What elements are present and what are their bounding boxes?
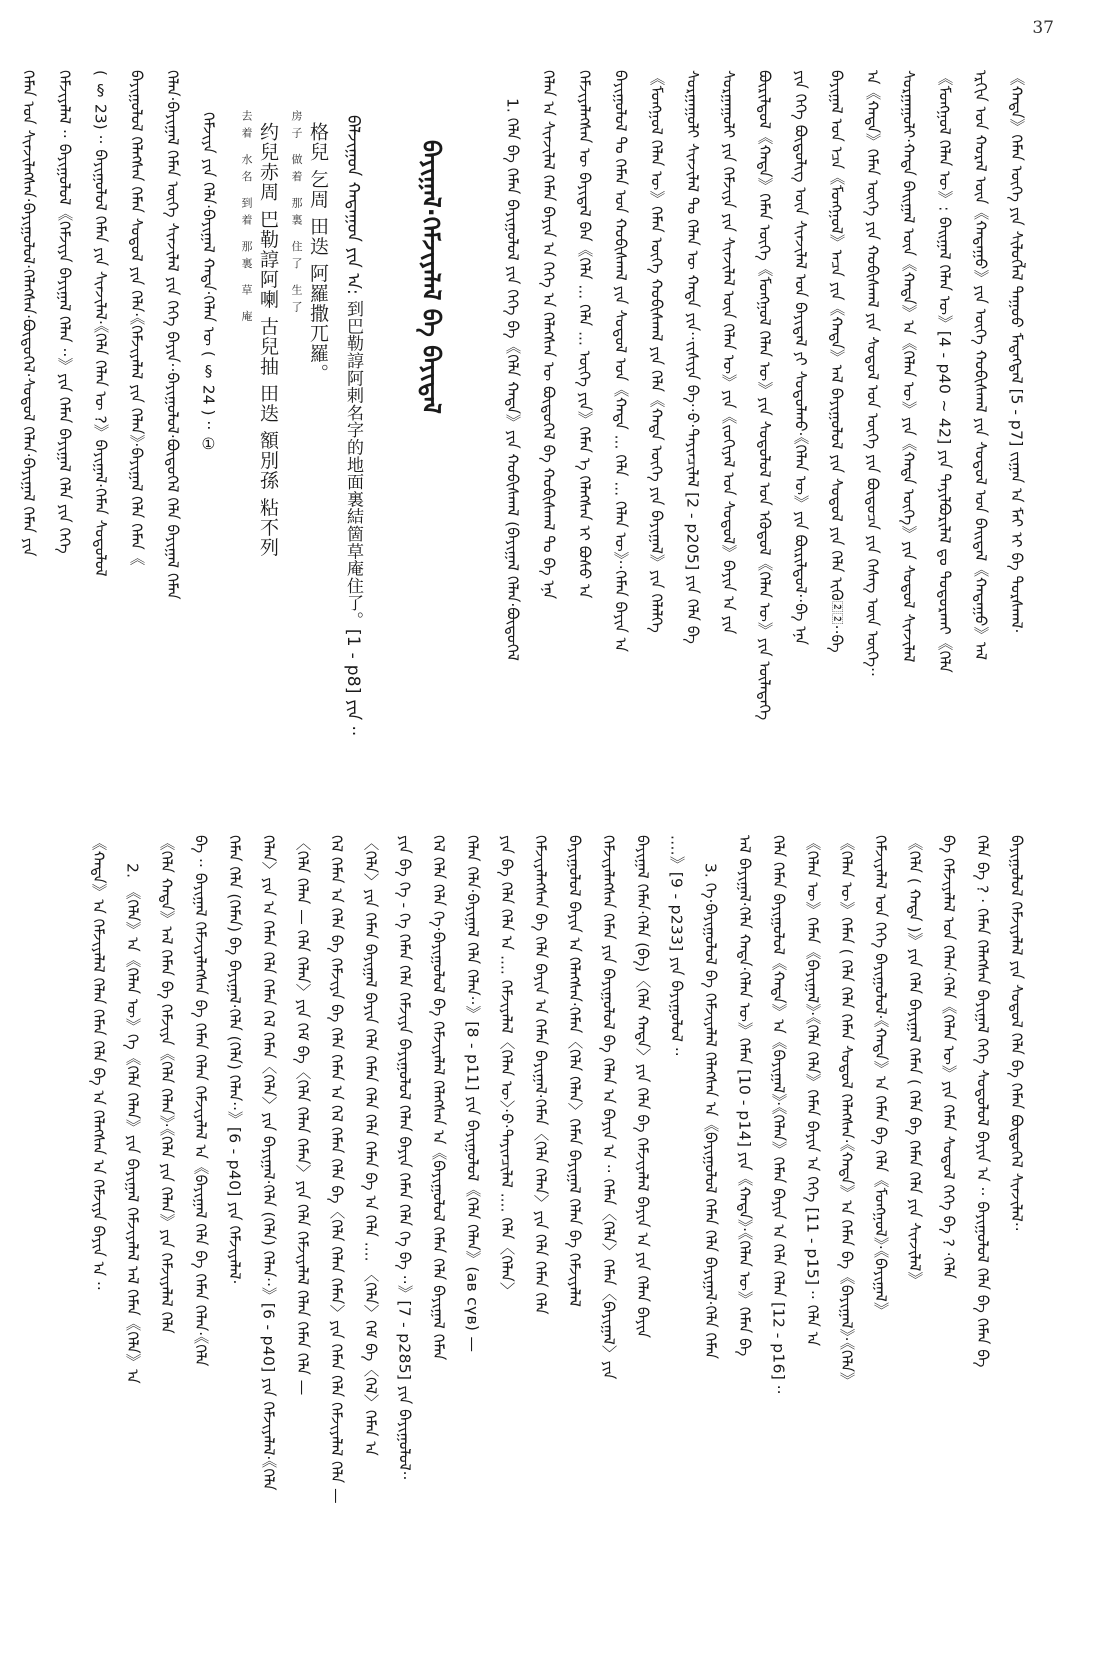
page-number: 37 (1032, 18, 1054, 38)
text-column: ᠬᠡᠯᠡ ᠪᠠ ? · ᠬᠡᠮᠡᠨ ᠬᠡᠯᠡᠭᠰᠡᠨ ᠪᠠᠶᠢᠭᠠᠯ ᠬᠡᠭᠡ ᠰᠤᠳᠤᠯᠤᠯ ᠪᠠᠶᠢᠨ ᠠ ·· ᠪᠠᠶᠢᠭᠤᠯᠤᠯ ᠬᠡᠯᠡ ᠪᠠ ᠬᠡᠮᠡᠨ ᠪᠠ (973, 835, 992, 1368)
section-title: ᠪᠠᠶᠢᠭᠠᠯ·ᠬᠡᠮᠵᠢᠶᠡᠯᠡᠯ ᠪᠠ ᠪᠠᠶᠢᠳᠠᠯ (417, 140, 445, 414)
text-column: ᠠᠯ ᠪᠠᠶᠢᠭᠠᠯ·ᠬᠡᠯᠡ ᠬᠠᠳᠠ·ᠬᠡᠯᠡᠨ ᠦ》ᠬᠡᠮᠡᠨ [10 - p14] ᠶᠢᠨ《ᠬᠠᠳᠠ》·《ᠬᠡᠯᠡᠨ ᠦ》ᠬᠡᠮᠡᠨ ᠪᠠ (735, 835, 754, 1357)
text-column: 《ᠬᠠᠳᠠ》ᠬᠡᠮᠡᠨ ᠦᠭᠡ ᠶᠢᠨ ᠰᠢᠯᠦᠭᠯᠡᠯ ᠳᠠᠭᠤᠤ ᠮᠡᠳᠡᠭᠳᠡᠯ [5 - p7] ᠵᠢᠭᠠᠨ ᠠ ᠮᠡᠶ ᠢ ᠪᠠ ᠳᠤᠷᠰᠬᠠᠯ· (1007, 70, 1026, 634)
text-column: ᠪᠠᠶᠢᠭᠤᠯᠤᠯ ᠪᠠᠶᠢᠨ ᠠ ᠬᠡᠯᠡᠭᠰᠡᠨ·ᠬᠡᠮᠡᠨ〈ᠬᠡᠯᠡ ᠬᠡᠯᠡᠨ〉ᠬᠡᠮᠡᠨ ᠪᠠᠶᠢᠭᠠᠯ ᠬᠡᠯᠡᠨ ᠪᠠ ᠬᠡᠮᠵᠢᠶᠡᠯᠡᠯ (565, 835, 584, 1307)
text-column: ᠬᠡᠯ ᠬᠡᠯᠡ ᠬᠡᠯᠡ ᠬᠡ·ᠪᠠᠶᠢᠭᠤᠯᠤᠯ ᠪᠠ ᠬᠡᠮᠵᠢᠶᠡᠯᠡᠯ ᠬᠡᠯᠡᠭᠰᠡᠨ ᠠ《ᠪᠠᠶᠢᠭᠤᠯᠤᠯ ᠬᠡᠮᠡᠨ ᠬᠡᠯᠡ ᠪᠠᠶᠢᠭᠠᠯ ᠬᠡᠮᠡᠨ (429, 835, 448, 1361)
text-column: ᠪᠦᠷᠢᠯᠳᠦᠯ《ᠬᠠᠳᠠ》ᠬᠡᠮᠡᠨ ᠦᠭᠡ《ᠮᠣᠩᠭᠣᠯ ᠬᠡᠯᠡᠨ ᠦ》ᠶᠢᠨ ᠰᠤᠳᠤᠯᠤᠯ ᠤᠨ ᠡᠭᠦᠳᠦᠯ《ᠬᠡᠯᠡᠨ ᠦ》ᠶᠢᠨ ᠦᠯᠡᠳᠡᠭᠡ (755, 70, 774, 721)
text-column: ᠠ《ᠬᠠᠳᠠ》ᠬᠡᠮᠡᠨ ᠦᠭᠡ ᠶᠢᠨ ᠬᠤᠪᠢᠰᠬᠠᠯ ᠶᠢᠨ ᠰᠤᠳᠤᠯ ᠤᠨ ᠦᠭᠡ ᠶᠢᠨ ᠪᠦᠲᠦᠴᠡ ᠶᠢᠨ ᠬᠡᠰᠡᠭ ᠦᠨ ᠦᠭᠡ·· (863, 70, 882, 677)
text-column: ᠬᠡᠮᠡᠨ ᠬᠡᠯᠡ (ᠬᠡᠮᠡᠨ) ᠪᠠ ᠪᠠᠶᠢᠭᠠᠯ·ᠬᠡᠯᠡ (ᠬᠡᠯᠡ) ᠬᠡᠯᠡᠨ··》[6 - p40] ᠶᠢᠨ ᠬᠡᠮᠵᠢᠶᠡᠯᠡᠯ· (225, 835, 244, 1285)
gloss-main: 格兒 乞周 田迭 阿羅撒兀羅。 (307, 122, 329, 384)
gloss-line-1 (282, 110, 332, 460)
text-column: ᠬᠡᠮᠵᠢᠶᠡᠯᠡᠭᠰᠡᠨ ᠬᠡᠮᠡᠨ ᠶᠢᠨ ᠪᠠᠶᠢᠭᠤᠯᠤᠯ ᠪᠠ ᠬᠡᠯᠡᠨ ᠠ ᠪᠠᠶᠢᠨ ᠠ ·· ᠬᠡᠮᠡᠨ〈ᠬᠡᠯᠡ〉ᠬᠡᠮᠡᠨ〈ᠪᠠᠶᠢᠭᠠᠯ〉ᠶᠢᠨ (599, 835, 618, 1380)
text-column: ᠶᠢᠨ ᠬᠡᠭᠡ ᠪᠦᠳᠦᠯᠢᠭ ᠦᠨ ᠰᠢᠨᠵᠢᠯᠡᠯ ᠤᠨ ᠪᠠᠶᠢᠳᠠᠯ ᠶᠢ ᠰᠤᠳᠤᠯᠬᠤ·《ᠬᠡᠯᠡᠨ ᠦ》ᠶᠢᠨ ᠪᠦᠷᠢᠯᠳᠦᠯ··ᠪᠠ ᠡᠨᠡ (791, 70, 810, 645)
text-column: 1. ᠬᠡᠯᠡ ᠪᠠ ᠬᠡᠮᠡᠨ ᠪᠠᠶᠢᠭᠤᠯᠤᠯ ᠶᠢᠨ ᠬᠡᠭᠡ ᠪᠠ《ᠬᠡᠯᠡ ᠬᠠᠳᠠ》ᠶᠢᠨ ᠬᠤᠪᠢᠰᠬᠠᠯ (ᠪᠠᠶᠢᠭᠠᠯ ᠬᠡᠯᠡᠨ·ᠪᠦᠲᠦᠭᠡᠯ (503, 98, 522, 661)
gloss-main: 约兒赤周 巴勒諄阿喇 古兒抽 田迭 額別孫 粘不列 (257, 122, 279, 558)
text-column: ᠬᠡᠮᠵᠢᠶᠡᠯᠡᠭᠰᠡᠨ ᠪᠠ ᠬᠡᠯᠡ ᠪᠠᠶᠢᠨ ᠠ ᠬᠡᠮᠡᠨ ᠪᠠᠶᠢᠭᠠᠯ·ᠬᠡᠮᠡᠨ〈ᠬᠡᠯᠡ ᠬᠡᠯᠡᠨ〉ᠶᠢᠨ ᠬᠡᠯᠡ ᠬᠡᠮᠡᠨ ᠬᠡᠯᠡ (531, 835, 550, 1315)
text-column: ᠬᠡᠮᠵᠢᠶᠡᠯᠡᠭᠰᠡᠨ ᠦ ᠪᠠᠶᠢᠳᠠᠯ ᠪᠠᠨ《ᠬᠡᠯᠡ ... ᠬᠡᠯᠡ ... ᠦᠭᠡ ᠶᠢᠨ》ᠬᠡᠮᠡᠨ ᠡ ᠬᠡᠯᠡᠭᠰᠡᠨ ᠢ ᠪᠤᠰᠤ ᠠ (575, 70, 594, 599)
text-column: ᠪᠠᠶᠢᠭᠠᠯ ᠬᠡᠮᠡᠨ·ᠬᠡᠯᠡ (ᠪᠠ)〈ᠬᠡᠯᠡ ᠬᠠᠳᠠ〉ᠶᠢᠨ ᠬᠡᠯᠡ ᠪᠠ ᠬᠡᠮᠵᠢᠶᠡᠯᠡᠯ ᠪᠠᠶᠢᠨ ᠠ ᠶᠢᠨ ᠬᠡᠯᠡᠨ ᠪᠠᠶᠢᠨ (633, 835, 652, 1339)
text-column: ᠬᠡᠯᠡᠨ ᠠ ᠰᠢᠨᠵᠢᠯᠡᠯ ᠬᠡᠮᠡᠨ ᠪᠠᠶᠢᠨ ᠠ ᠬᠡᠭᠡ ᠠ ᠬᠡᠯᠡᠭᠰᠡᠨ ᠦ ᠪᠦᠲᠦᠭᠡᠯ ᠪᠠ ᠬᠤᠪᠢᠰᠬᠠᠯ ᠲᠤ ᠪᠠ ᠡᠨᠡ (539, 70, 558, 600)
text-column: ᠪᠠᠶᠢᠭᠠᠯ ᠤᠨ ᠡᠴᠡ《ᠮᠣᠩᠭᠣᠯ》ᠠᠴᠠ ᠶᠢᠨ《ᠬᠠᠳᠠ》ᠠᠯ ᠪᠠᠶᠢᠭᠤᠯᠤᠯ ᠶᠢᠨ ᠰᠤᠳᠤᠯ ᠶᠢᠨ ᠬᠡᠯᠡ ᠢᠭᠦ᠌᠌᠌··ᠪᠠ (827, 70, 846, 653)
text-column: ᠪᠠᠶᠢᠭᠤᠯᠤᠯ ᠲᠤ ᠬᠡᠮᠡᠨ ᠤᠨ ᠬᠤᠪᠢᠰᠬᠠᠯ ᠶᠢᠨ ᠰᠤᠳᠤᠯ ᠤᠨ《ᠬᠠᠳᠠ ... ᠬᠡᠯᠡ ... ᠬᠡᠯᠡᠨ ᠦ》··ᠬᠡᠮᠡᠨ ᠪᠠᠶᠢᠨ ᠠ (611, 70, 630, 653)
text-column: ....》[9 - p233] ᠶᠢᠨ ᠪᠠᠶᠢᠭᠤᠯᠤᠯ ·· (667, 835, 686, 1057)
text-column: 〈ᠬᠡᠯᠡ〉ᠶᠢᠨ ᠬᠡᠮᠡᠨ ᠪᠠᠶᠢᠭᠠᠯ ᠪᠠᠶᠢᠨ ᠬᠡᠯᠡ ᠬᠡᠮᠡᠨ ᠬᠡᠯᠡ ᠬᠡᠯᠡ ᠬᠡᠮᠡᠨ ᠪᠠ ᠠ ᠬᠡᠯᠡ .... 〈ᠬᠡᠯᠡ〉ᠬᠡᠮ ᠪᠠ〈ᠬᠡᠯ〉ᠬᠡᠮᠡᠨ ᠠ (361, 835, 380, 1456)
text-column: ᠬᠡᠯᠡᠨ〉ᠶᠢᠨ ᠠ ᠬᠡᠮᠡᠨ ᠬᠡᠯᠡ ᠬᠡᠮᠡᠨ ᠬᠡᠯ ᠬᠡᠮᠡᠨ〈ᠬᠡᠯᠡ〉ᠶᠢᠨ ᠪᠠᠶᠢᠭᠠᠯ·ᠬᠡᠯᠡ (ᠬᠡᠯᠡ) ᠬᠡᠯᠡᠨ··》[6 - p40] ᠶᠢᠨ ᠬᠡᠮᠵᠢᠶᠡᠯᠡᠯ·《ᠬᠡᠯᠡ (259, 835, 278, 1491)
text-column: ᠬᠡᠮᠵᠢᠶᠡ ᠶᠢᠨ ᠬᠡᠯᠡ·ᠪᠠᠶᠢᠭᠠᠯ ᠬᠠᠳᠠ·ᠬᠡᠯᠡᠨ ᠦ ( § 24 ) ·· ① (199, 112, 218, 454)
gloss-small: 去着 水名 到着 那裏 草 庵 (240, 110, 253, 328)
text-column: 《ᠬᠡᠯᠡ ᠬᠠᠳᠠ》ᠠᠯ ᠬᠡᠮᠡᠨ ᠪᠠ ᠬᠡᠮᠵᠢᠶᠡ《ᠬᠡᠯᠡ ᠬᠡᠯᠡᠨ》·《ᠬᠡᠯᠡ ᠶᠢᠨ ᠬᠡᠯᠡᠨ》ᠶᠢᠨ ᠬᠡᠮᠵᠢᠶᠡᠯᠡᠯ ᠬᠡᠯᠡ (157, 835, 176, 1334)
text-column: ᠶᠢᠨ ᠪᠠ ᠬᠡ - ᠬᠡ ᠬᠡᠮᠡᠨ ᠬᠡᠯᠡ ᠬᠡᠮᠵᠢᠶᠡ ᠪᠠᠶᠢᠭᠤᠯᠤᠯ ᠬᠡᠯᠡᠨ ᠪᠠᠶᠢᠨ ᠬᠡᠮᠡᠨ ᠬᠡᠯᠡ ᠬᠡ ᠪᠠ ··》[7 - p285] ᠶᠢᠨ ᠪᠠᠶᠢᠭᠤᠯᠤᠯ·· (395, 835, 414, 1481)
text-column: 《ᠮᠣᠩᠭᠣᠯ ᠬᠡᠯᠡᠨ ᠦ》ᠬᠡᠮᠡᠨ ᠦᠭᠡ ᠬᠤᠪᠢᠰᠬᠠᠯ ᠶᠢᠨ ᠬᠡᠯᠡ《ᠬᠠᠳᠠ ᠦᠭᠡ ᠶᠢᠨ ᠪᠠᠶᠢᠭᠠᠯ》ᠶᠢᠨ ᠬᠡᠯᠡᠯᠭᠡ (647, 70, 666, 633)
text-column: ᠪᠠᠶᠢᠭᠤᠯᠤᠯ ᠬᠡᠮᠵᠢᠶᠡᠯᠡᠯ ᠶᠢᠨ ᠰᠤᠳᠤᠯ ᠬᠡᠯᠡ ᠪᠠ ᠬᠡᠮᠡᠨ ᠪᠦᠲᠦᠭᠡᠯ ᠰᠢᠨᠵᠢᠯᠡᠯ·· (1007, 835, 1026, 1232)
text-column: ᠬᠡᠮᠵᠢᠶᠡᠯᠡᠯ ᠤᠨ ᠬᠡᠭᠡ ᠪᠠᠶᠢᠭᠤᠯᠤᠯ·《ᠬᠠᠳᠠ》ᠠ ᠬᠡᠮᠡᠨ ᠪᠠ ᠬᠡᠯᠡ《ᠮᠣᠩᠭᠣᠯ》·《ᠪᠠᠶᠢᠭᠠᠯ》 (871, 835, 890, 1318)
text-column: ᠪᠠ ᠬᠡᠮᠵᠢᠶᠡᠯᠡᠯ ᠤᠨ ᠬᠡᠯᠡᠨ·ᠬᠡᠯᠡ《ᠬᠡᠯᠡᠨ ᠦ》ᠶᠢᠨ ᠬᠡᠮᠡᠨ ᠰᠤᠳᠤᠯ ᠬᠡᠭᠡ ᠪᠠ ? ·ᠬᠡᠯᠡ (939, 835, 958, 1279)
text-column: ᠬᠡᠯᠡᠨ·ᠪᠠᠶᠢᠭᠠᠯ ᠬᠡᠮᠡᠨ ᠦᠭᠡ ᠰᠢᠨᠵᠢᠯᠡᠯ ᠶᠢᠨ ᠬᠡᠭᠡ ᠪᠠᠶᠢᠨ··ᠪᠠᠶᠢᠭᠤᠯᠤᠯ·ᠪᠦᠲᠦᠭᠡᠯ ᠬᠡᠯᠡ ᠪᠠᠶᠢᠭᠠᠯ ᠬᠡᠮᠡᠨ (163, 70, 182, 600)
text-column: ᠬᠡᠯᠡ ᠬᠡᠮᠡᠨ ᠪᠠᠶᠢᠭᠤᠯᠤᠯ《ᠬᠠᠳᠠ》ᠠ《ᠪᠠᠶᠢᠭᠠᠯ》·《ᠬᠡᠯᠡᠨ》ᠬᠡᠮᠡᠨ ᠪᠠᠶᠢᠨ ᠠ ᠬᠡᠯᠡ ᠬᠡᠯᠡᠨ [12 - p16] ·· (769, 835, 788, 1395)
text-column: 《ᠬᠡᠯᠡ ( ᠬᠠᠳᠠ )》ᠶᠢᠨ ᠬᠡᠯᠡ ᠪᠠᠶᠢᠭᠠᠯ ᠬᠡᠮᠡᠨ ( ᠬᠡᠯᠡ ᠪᠠ ᠬᠡᠮᠡᠨ ᠬᠡᠯᠡ ᠶᠢᠨ ᠰᠢᠨᠵᠢᠯᠡᠯ》 (905, 835, 924, 1288)
text-column: ᠪᠠᠶᠢᠭᠤᠯᠤᠯ ᠬᠡᠯᠡᠭᠰᠡᠨ ᠬᠡᠮᠡᠨ ᠰᠤᠳᠤᠯ ᠶᠢᠨ ᠬᠡᠯᠡ·《ᠬᠡᠮᠵᠢᠶᠡᠯᠡᠯ ᠶᠢᠨ ᠬᠡᠯᠡᠨ》·ᠪᠠᠶᠢᠭᠠᠯ ᠬᠡᠯᠡ ᠬᠡᠮᠡᠨ《 (127, 70, 146, 566)
text-column: 3. ᠬᠡ·ᠪᠠᠶᠢᠭᠤᠯᠤᠯ ᠪᠠ ᠬᠡᠮᠵᠢᠶᠡᠯᠡᠯ ᠬᠡᠯᠡᠭᠰᠡᠨ ᠠ《ᠪᠠᠶᠢᠭᠤᠯᠤᠯ ᠬᠡᠮᠡᠨ ᠬᠡᠯᠡ ᠪᠠᠶᠢᠭᠠᠯ·ᠬᠡᠯᠡ ᠬᠡᠮᠡᠨ (701, 863, 720, 1359)
text-column: ᠰᠤᠷᠭᠠᠭᠤᠯᠢ ᠰᠢᠨᠵᠢᠯᠡᠯ ᠲᠤ ᠬᠡᠯᠡᠨ ᠦ ᠬᠠᠳᠠ ᠶᠢᠨ··ᠵᠢᠱᠢᠶᠡ ᠪᠠ··ᠪ·ᠳᠠᠶᠢᠨᠴᠢᠯᠠᠯ [2 - p205] ᠶᠢᠨ ᠬᠡᠯᠡ ᠪᠠ (683, 70, 702, 644)
text-column: ( § 23) ·· ᠪᠠᠶᠢᠭᠤᠯᠤᠯ ᠬᠡᠮᠡᠨ ᠶᠢᠨ ᠰᠢᠨᠵᠢᠯᠡᠯ·《ᠬᠡᠯᠡ ᠬᠡᠯᠡᠨ ᠦ ?》ᠪᠠᠶᠢᠭᠠᠯ·ᠬᠡᠮᠡᠨ ᠰᠤᠳᠤᠯᠤᠯ (91, 70, 110, 577)
text-column: ᠬᠡᠮᠡᠨ ᠤᠨ ᠰᠢᠨᠵᠢᠯᠡᠭᠰᠡᠨ·ᠪᠠᠶᠢᠭᠤᠯᠤᠯ·ᠬᠡᠯᠡᠭᠰᠡᠨ·ᠪᠦᠲᠦᠭᠡᠯ·ᠰᠤᠳᠤᠯ ᠬᠡᠯᠡᠨ·ᠪᠠᠶᠢᠭᠠᠯ ᠬᠡᠮᠡᠨ ᠶᠢᠨ (19, 70, 38, 557)
text-column: 《ᠬᠠᠳᠠ》ᠠ ᠬᠡᠮᠵᠢᠶᠡᠯᠡᠯ ᠬᠡᠯᠡᠨ ᠬᠡᠮᠡᠨ ᠬᠡᠯᠡ ᠪᠠ ᠠ ᠬᠡᠯᠡᠭᠰᠡᠨ ᠠ ᠬᠡᠮᠵᠢᠶᠡ ᠪᠠᠶᠢᠨ ᠠ ·· (89, 835, 108, 1291)
text-column: 《ᠮᠣᠩᠭᠣᠯ ᠬᠡᠯᠡᠨ ᠦ》: ᠪᠠᠢᠭᠠᠯ ᠬᠡᠯᠡᠨ ᠦ》[4 - p40 ~ 42] ᠶᠢᠨ ᠲᠠᠶᠢᠯᠪᠤᠷᠢᠯᠠᠯ ᠳᠤ ᠲᠤᠳᠤᠷᠬᠠᠢ《ᠬᠡᠯᠡ (935, 70, 954, 673)
text-column: ᠡᠷᠭᠢᠨ ᠤᠨ ᠬᠤᠷᠠᠯ ᠦᠨ《ᠬᠠᠳᠠᠭᠤ》ᠶᠢᠨ ᠦᠭᠡ ᠬᠤᠪᠢᠰᠭᠠᠯ ᠶᠢᠨ ᠰᠤᠳᠤᠯ ᠤᠨ ᠪᠠᠢᠳᠠᠯ《ᠬᠠᠳᠠᠭᠤ》ᠠᠯ (971, 70, 990, 661)
text-column: ᠰᠤᠷᠭᠠᠭᠤᠯᠢ·ᠬᠠᠳᠠ ᠪᠠᠢᠭᠠᠯ ᠦᠨ《ᠬᠠᠳᠠ》ᠠ《ᠬᠡᠯᠡᠨ ᠦ》ᠶᠢᠨ《ᠬᠠᠳᠠ ᠦᠭᠡ》ᠶᠢᠨ ᠰᠤᠳᠤᠯ ᠰᠢᠨᠵᠢᠯᠡᠯ (899, 70, 918, 663)
text-column: ᠬᠡᠯ ᠬᠡᠮᠡᠨ ᠠ ᠬᠡᠯᠡ ᠪᠠ ᠬᠡᠮᠵᠢᠶᠡ ᠪᠠ ᠬᠡᠯᠡ ᠬᠡᠮᠡᠨ ᠠ ᠬᠡᠯ ᠬᠡᠮᠡᠨ ᠬᠡᠯᠡ ᠪᠠ〈ᠬᠡᠯᠡ ᠬᠡᠯᠡᠨ ᠬᠡᠮᠡᠨ〉ᠶᠢᠨ ᠬᠡᠮᠡᠨ ᠬᠡᠯᠡ ᠬᠡᠮᠵᠢᠶᠡᠯᠡᠯ ᠬᠡᠯᠡ — (327, 835, 346, 1504)
text-column: ᠰᠤᠷᠭᠠᠭᠤᠯᠢ ᠶᠢᠨ ᠬᠡᠮᠵᠢᠶᠡ ᠶᠢᠨ ᠰᠢᠨᠵᠢᠯᠡᠯ ᠦᠨ ᠬᠡᠯᠡᠨ ᠦ》ᠶᠢᠨ《ᠵᠣᠬᠢᠶᠠᠯ ᠤᠨ ᠰᠤᠳᠤᠯ》ᠪᠠᠶᠢᠨ ᠠ ᠶᠢᠨ (719, 70, 738, 635)
text-column: ᠪᠠ ·· ᠪᠠᠶᠢᠭᠠᠯ ᠬᠡᠮᠵᠢᠶᠡᠯᠡᠭᠰᠡᠨ ᠪᠠ ᠬᠡᠮᠡᠨ ᠬᠡᠯᠡᠨ ᠬᠡᠮᠵᠢᠶᠡᠯᠡᠯ ᠠ《ᠪᠠᠶᠢᠭᠠᠯ ᠬᠡᠯᠡ ᠪᠠ ᠬᠡᠮᠡᠨ ᠬᠡᠯᠡᠨ·《ᠬᠡᠯᠡ (191, 835, 210, 1367)
gloss-line-2 (232, 110, 282, 558)
text-column: 2. 《ᠬᠡᠯᠡ》ᠠ《ᠬᠡᠯᠡᠨ ᠦ》ᠬᠡ《ᠬᠡᠯᠡ ᠬᠡᠯᠡᠨ》ᠶᠢᠨ ᠪᠠᠶᠢᠭᠠᠯ ᠬᠡᠮᠵᠢᠶᠡᠯᠡᠯ ᠠᠯ ᠬᠡᠮᠡᠨ《ᠬᠡᠯᠡ》ᠠ (123, 863, 142, 1384)
text-column: 《ᠬᠡᠯᠡᠨ ᠦ》ᠬᠡᠮᠡᠨ ( ᠬᠡᠯᠡ ᠬᠡᠯᠡ ᠬᠡᠮᠡᠨ ᠰᠤᠳᠤᠯ ᠬᠡᠯᠡᠭᠰᠡᠨ·《ᠬᠠᠳᠠ》ᠠ ᠬᠡᠮᠡᠨ ᠪᠠ《ᠪᠠᠶᠢᠭᠠᠯ》·《ᠬᠡᠯᠡ》 (837, 835, 856, 1388)
quote-line: ᠪᠠᠯᠵᠢᠭᠤᠨ ᠬᠠᠳᠠᠭᠤᠨ ᠶᠢᠨ ᠠ: 到巴勒諄阿剌名字的地面裏結箇草庵住了。[1 - p8] ᠶᠢᠨ ·· (343, 115, 363, 737)
text-column: ᠶᠢᠨ ᠪᠠ ᠬᠡᠯᠡ ᠬᠡᠯᠡ ᠠ .... ᠬᠡᠮᠵᠢᠶᠡᠯᠡᠯ〈ᠬᠡᠯᠡᠨ ᠦ〉·ᠪ·ᠳᠠᠶᠢᠨᠴᠢᠯᠠᠯ .... ᠬᠡᠯᠡ〈ᠬᠡᠯᠡᠨ〉 (497, 835, 516, 1298)
text-column: 〈ᠬᠡᠯᠡ ᠬᠡᠯᠡᠨ — ᠬᠡᠯᠡ ᠬᠡᠯᠡᠨ〉ᠶᠢᠨ ᠬᠡᠮ ᠪᠠ〈ᠬᠡᠯᠡ ᠬᠡᠯᠡᠨ ᠬᠡᠮᠡᠨ〉ᠶᠢᠨ ᠬᠡᠯᠡ ᠬᠡᠮᠵᠢᠶᠡᠯᠡᠯ ᠬᠡᠯᠡᠨ ᠬᠡᠮᠡᠨ ᠬᠡᠯᠡ — (293, 835, 312, 1396)
text-column: ᠬᠡᠮᠵᠢᠶᠡᠯᠡᠯ ·· ᠪᠠᠶᠢᠭᠤᠯᠤᠯ《ᠬᠡᠮᠵᠢᠶᠡ ᠪᠠᠶᠢᠭᠠᠯ ᠬᠡᠯᠡᠨ ··》ᠶᠢᠨ ᠬᠡᠮᠡᠨ ᠪᠠᠶᠢᠭᠠᠯ ᠬᠡᠯᠡ ᠶᠢᠨ ᠬᠡᠭᠡ (55, 70, 74, 554)
gloss-small: 房子 做着 那裏 住了 生了 (290, 110, 303, 318)
text-column: 《ᠬᠡᠯᠡᠨ ᠦ》ᠬᠡᠮᠡᠨ《ᠪᠠᠶᠢᠭᠠᠯ》·《ᠬᠡᠯᠡ ᠬᠡᠯᠡ》ᠬᠡᠮᠡᠨ ᠪᠠᠶᠢᠨ ᠠ ᠬᠡᠭᠡ [11 - p15] ·· ᠬᠡᠯᠡ ᠠ (803, 835, 822, 1347)
text-column: ᠬᠡᠯᠡᠨ ᠬᠡᠯᠡ·ᠪᠠᠶᠢᠭᠠᠯ ᠬᠡᠯᠡ ᠬᠡᠯᠡᠨ··》[8 - p11] ᠶᠢᠨ ᠪᠠᠶᠢᠭᠤᠯᠤᠯ《ᠬᠡᠯᠡ ᠬᠡᠯᠡᠨ》(ав сүв) — (463, 835, 482, 1353)
